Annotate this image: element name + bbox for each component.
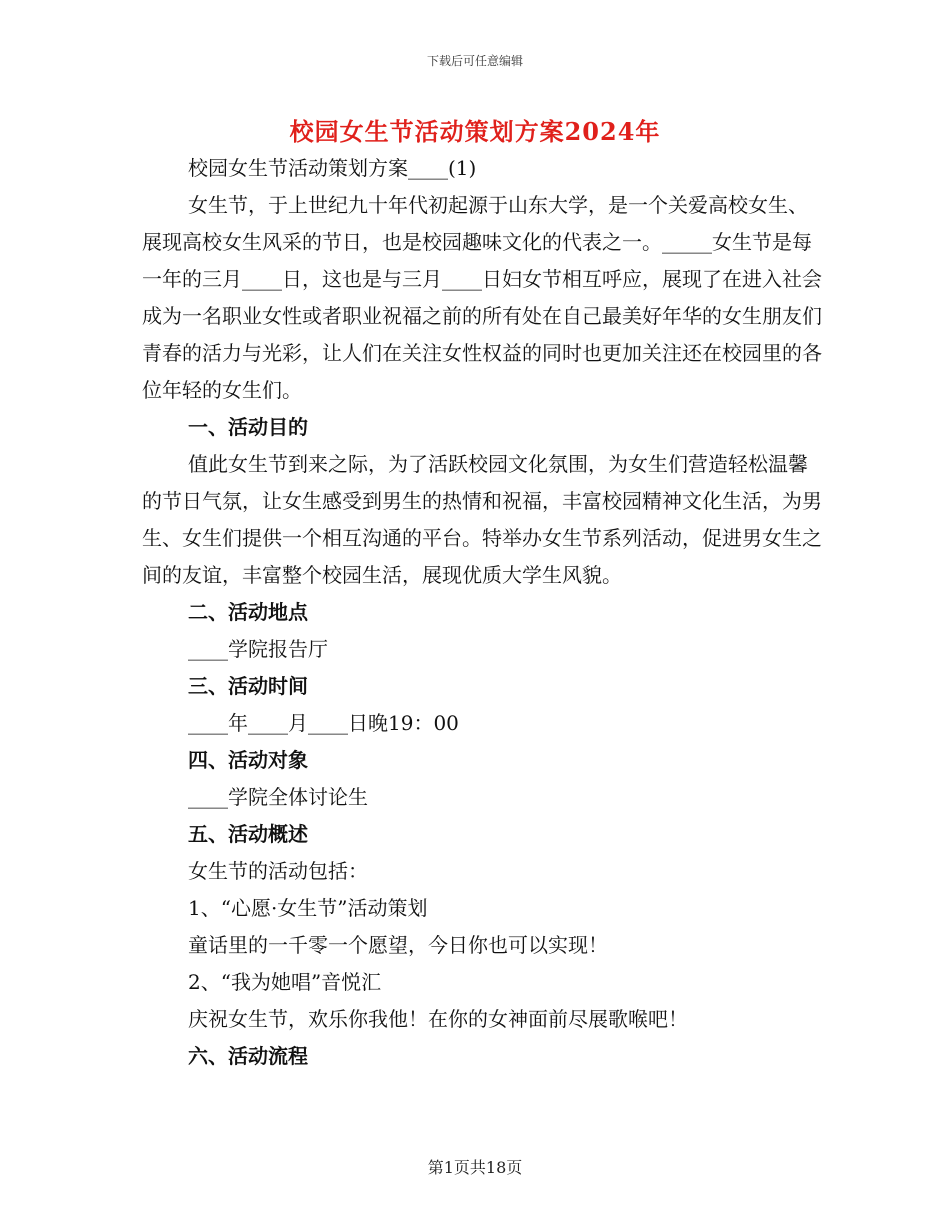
time-text: ____年____月____日晚19：00 <box>188 711 459 735</box>
document-body <box>142 150 822 1075</box>
header-note: 下载后可任意编辑 <box>426 54 523 68</box>
purpose-paragraph: 值此女生节到来之际，为了活跃校园文化氛围，为女生们营造轻松温馨的节日气氛，让女生感受到男生的热情和祝福，丰富校园精神文化生活，为男生、女生们提供一个相互沟通的平台。特举办女生节系列活动，促进男女生之间的友谊，丰富整个校园生活，展现优质大学生风貌。 <box>142 452 822 587</box>
document-title: 校园女生节活动策划方案2024年 <box>289 117 661 146</box>
target-text: ____学院全体讨论生 <box>188 785 368 809</box>
page-number: 第1页共18页 <box>427 1158 523 1177</box>
section-heading-process: 六、活动流程 <box>188 1044 308 1068</box>
location-text: ____学院报告厅 <box>188 637 328 661</box>
activity-item-2-text: 庆祝女生节，欢乐你我他！在你的女神面前尽展歌喉吧！ <box>188 1007 688 1031</box>
plan-subtitle: 校园女生节活动策划方案____(1) <box>188 156 477 180</box>
section-heading-time: 三、活动时间 <box>188 674 308 698</box>
activity-item-1-title: 1、“心愿·女生节”活动策划 <box>188 896 428 920</box>
section-heading-purpose: 一、活动目的 <box>188 415 308 439</box>
section-heading-overview: 五、活动概述 <box>188 822 308 846</box>
activity-item-1-text: 童话里的一千零一个愿望，今日你也可以实现！ <box>188 933 608 957</box>
section-heading-location: 二、活动地点 <box>188 600 308 624</box>
overview-text: 女生节的活动包括： <box>188 859 368 883</box>
section-heading-target: 四、活动对象 <box>188 748 308 772</box>
intro-paragraph: 女生节，于上世纪九十年代初起源于山东大学，是一个关爱高校女生、展现高校女生风采的节日，也是校园趣味文化的代表之一。_____女生节是每一年的三月____日，这也是与三月____日妇女节相互呼应，展现了在进入社会成为一名职业女性或者职业祝福之前的所有处在自己最美好年华的女生朋友们青春的活力与光彩，让人们在关注女性权益的同时也更加关注还在校园里的各位年轻的女生们。 <box>142 193 822 402</box>
activity-item-2-title: 2、“我为她唱”音悦汇 <box>188 970 382 994</box>
